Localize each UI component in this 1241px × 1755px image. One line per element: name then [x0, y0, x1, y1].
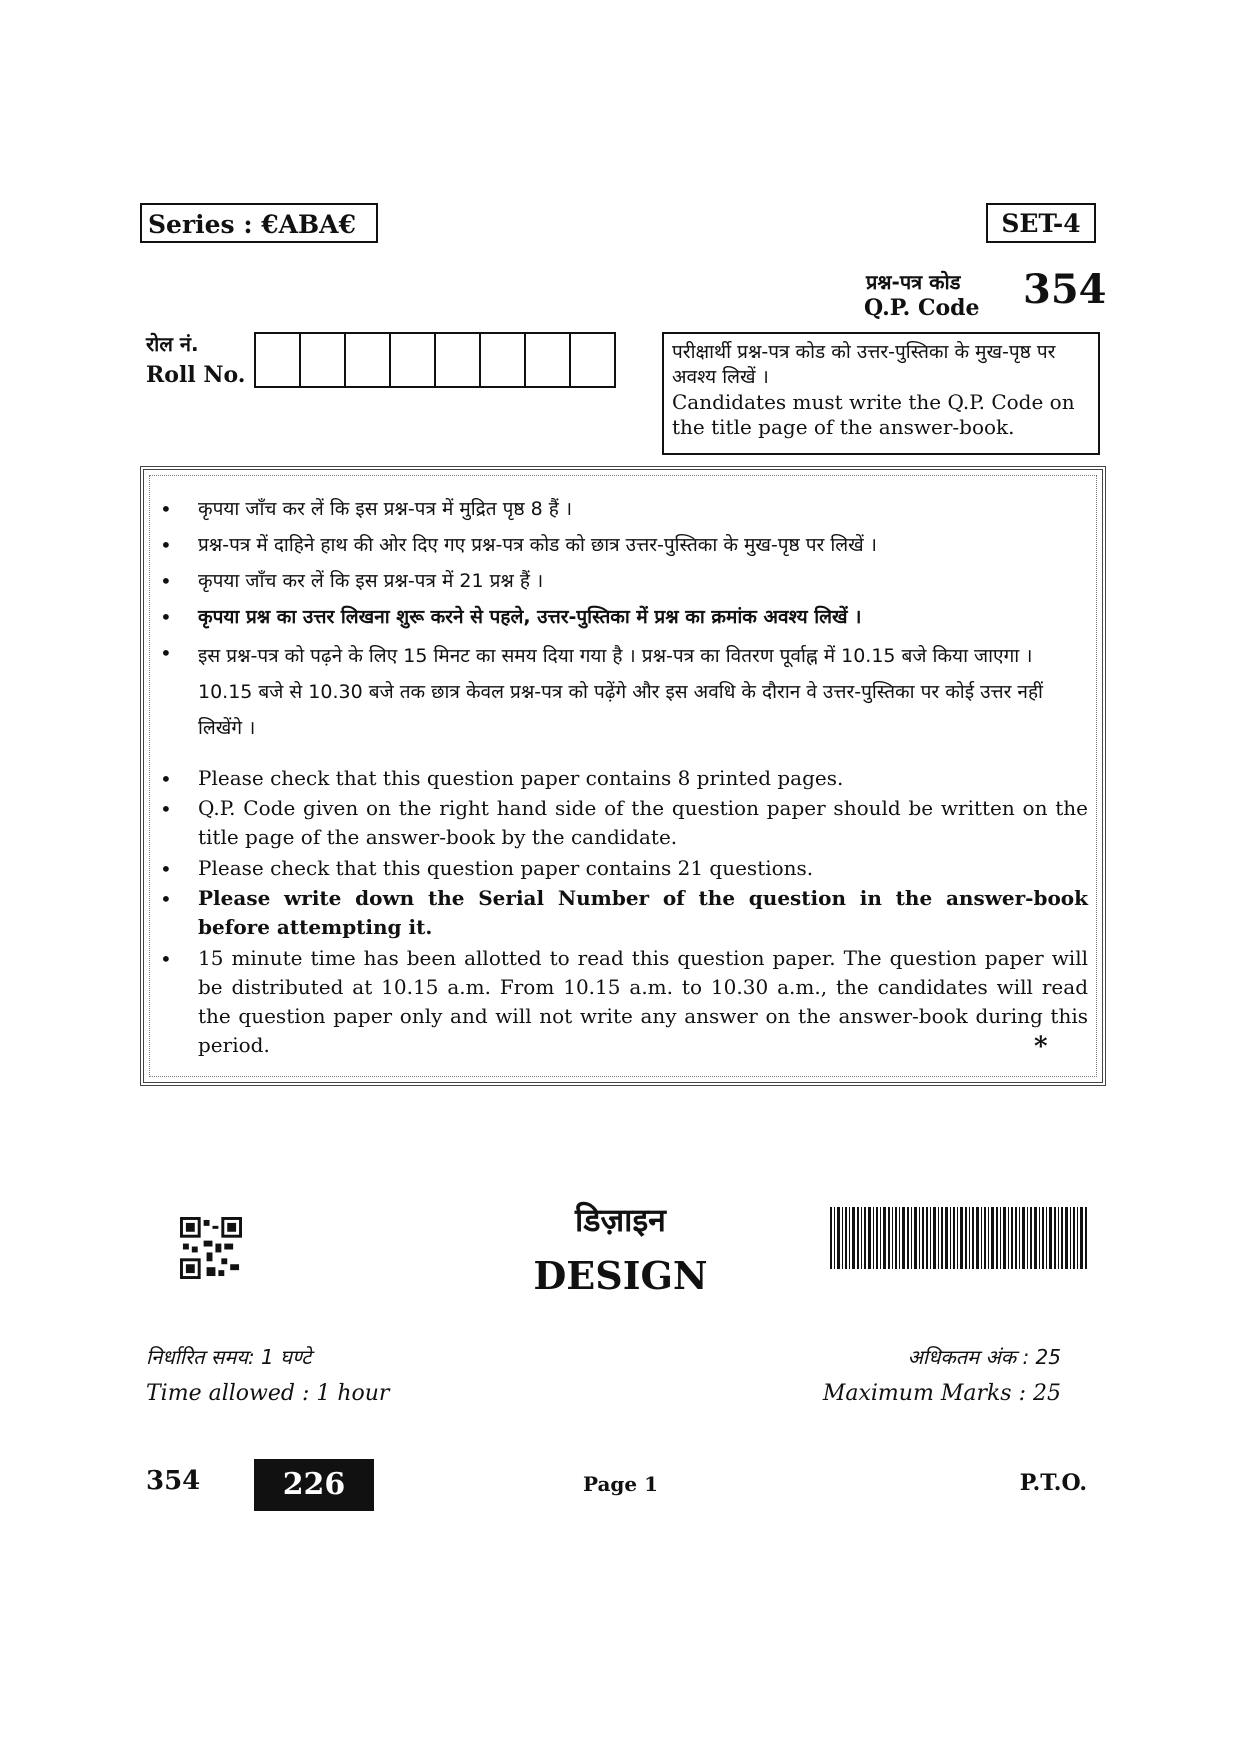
roll-label-hindi: रोल नं. [146, 332, 199, 356]
set-label: SET-4 [986, 203, 1096, 243]
candidate-note-hindi: परीक्षार्थी प्रश्न-पत्र कोड को उत्तर-पुस्तिका के मुख-पृष्ठ पर अवश्य लिखें । [672, 341, 1056, 388]
star-mark: * [1034, 1032, 1048, 1062]
footer-qp-code: 354 [146, 1466, 201, 1496]
bullet-icon: • [160, 641, 172, 665]
roll-cell[interactable] [301, 334, 346, 386]
page-number: Page 1 [582, 1472, 659, 1496]
candidate-note-box [662, 332, 1100, 455]
roll-cell[interactable] [571, 334, 616, 386]
roll-cell[interactable] [526, 334, 571, 386]
roll-number-boxes[interactable] [254, 332, 616, 388]
bullet-icon: • [160, 533, 172, 557]
qp-code-number: 354 [1023, 266, 1107, 313]
maximum-marks-hindi: अधिकतम अंक : 25 [907, 1345, 1061, 1369]
subject-title: DESIGN [533, 1253, 708, 1298]
maximum-marks: Maximum Marks : 25 [822, 1381, 1061, 1406]
roll-cell[interactable] [391, 334, 436, 386]
candidate-note-english: Candidates must write the Q.P. Code on the title page of the answer-book. [672, 390, 1075, 439]
qp-code-label-hindi: प्रश्न-पत्र कोड [866, 270, 961, 294]
pto-label: P.T.O. [1019, 1470, 1087, 1496]
roll-cell[interactable] [256, 334, 301, 386]
time-allowed: Time allowed : 1 hour [146, 1381, 390, 1406]
instructions-box: • कृपया जाँच कर लें कि इस प्रश्न-पत्र में मुद्रित पृष्ठ 8 हैं । • प्रश्न-पत्र में दाहिने हाथ की ओर दिए गए प्रश्न-पत्र कोड को छात्र उत्तर-पुस्तिका के मुख-पृष्ठ पर लिखें । • कृपया जाँच कर लें कि इस प्रश्न-पत्र में 21 प्रश्न हैं । • कृपया प्रश्न का उत्तर लिखना शुरू करने से पहले, उत्तर-पुस्तिका में प्रश्न का क्रमांक अवश्य लिखें । • इस प्रश्न-पत्र को पढ़ने के लिए 15 मिनट का समय दिया गया है । प्रश्न-पत्र का वितरण पूर्वाह्न में 10.15 बजे किया जाएगा । 10.15 बजे से 10.30 बजे तक छात्र केवल प्रश्न-पत्र को पढ़ेंगे और इस अवधि के दौरान वे उत्तर-पुस्तिका पर कोई उत्तर नहीं लिखेंगे । • Please check that this question paper contains 8 printed pages. • Q.P. Code given on the right hand side of the question paper should be written on the title page of the answer-book by the candidate. • Please check that this question paper contains 21 questions. • Please write down the Serial Number of the question in the answer-book before attempting it. • 15 minute time has been allotted to read this question paper. The question paper will be distributed at 10.15 a.m. From 10.15 a.m. to 10.30 a.m., the candidates will read the question paper only and will not write any answer on the answer-book during this period. [140, 466, 1106, 1086]
bullet-icon: • [160, 497, 172, 521]
bullet-icon: • [160, 947, 172, 971]
roll-cell[interactable] [346, 334, 391, 386]
bullet-icon: • [160, 887, 172, 911]
time-allowed-hindi: निर्धारित समय: 1 घण्टे [146, 1345, 312, 1369]
bullet-icon: • [160, 857, 172, 881]
series-label: Series : €ABA€ [140, 203, 378, 243]
qp-code-label: Q.P. Code [864, 295, 980, 321]
roll-label: Roll No. [146, 362, 246, 388]
roll-cell[interactable] [481, 334, 526, 386]
subject-title-hindi: डिज़ाइन [575, 1201, 666, 1239]
bullet-icon: • [160, 569, 172, 593]
bullet-icon: • [160, 767, 172, 791]
bullet-icon: • [160, 797, 172, 821]
footer-boxed-number: 226 [254, 1459, 374, 1511]
bullet-icon: • [160, 605, 172, 629]
roll-cell[interactable] [436, 334, 481, 386]
